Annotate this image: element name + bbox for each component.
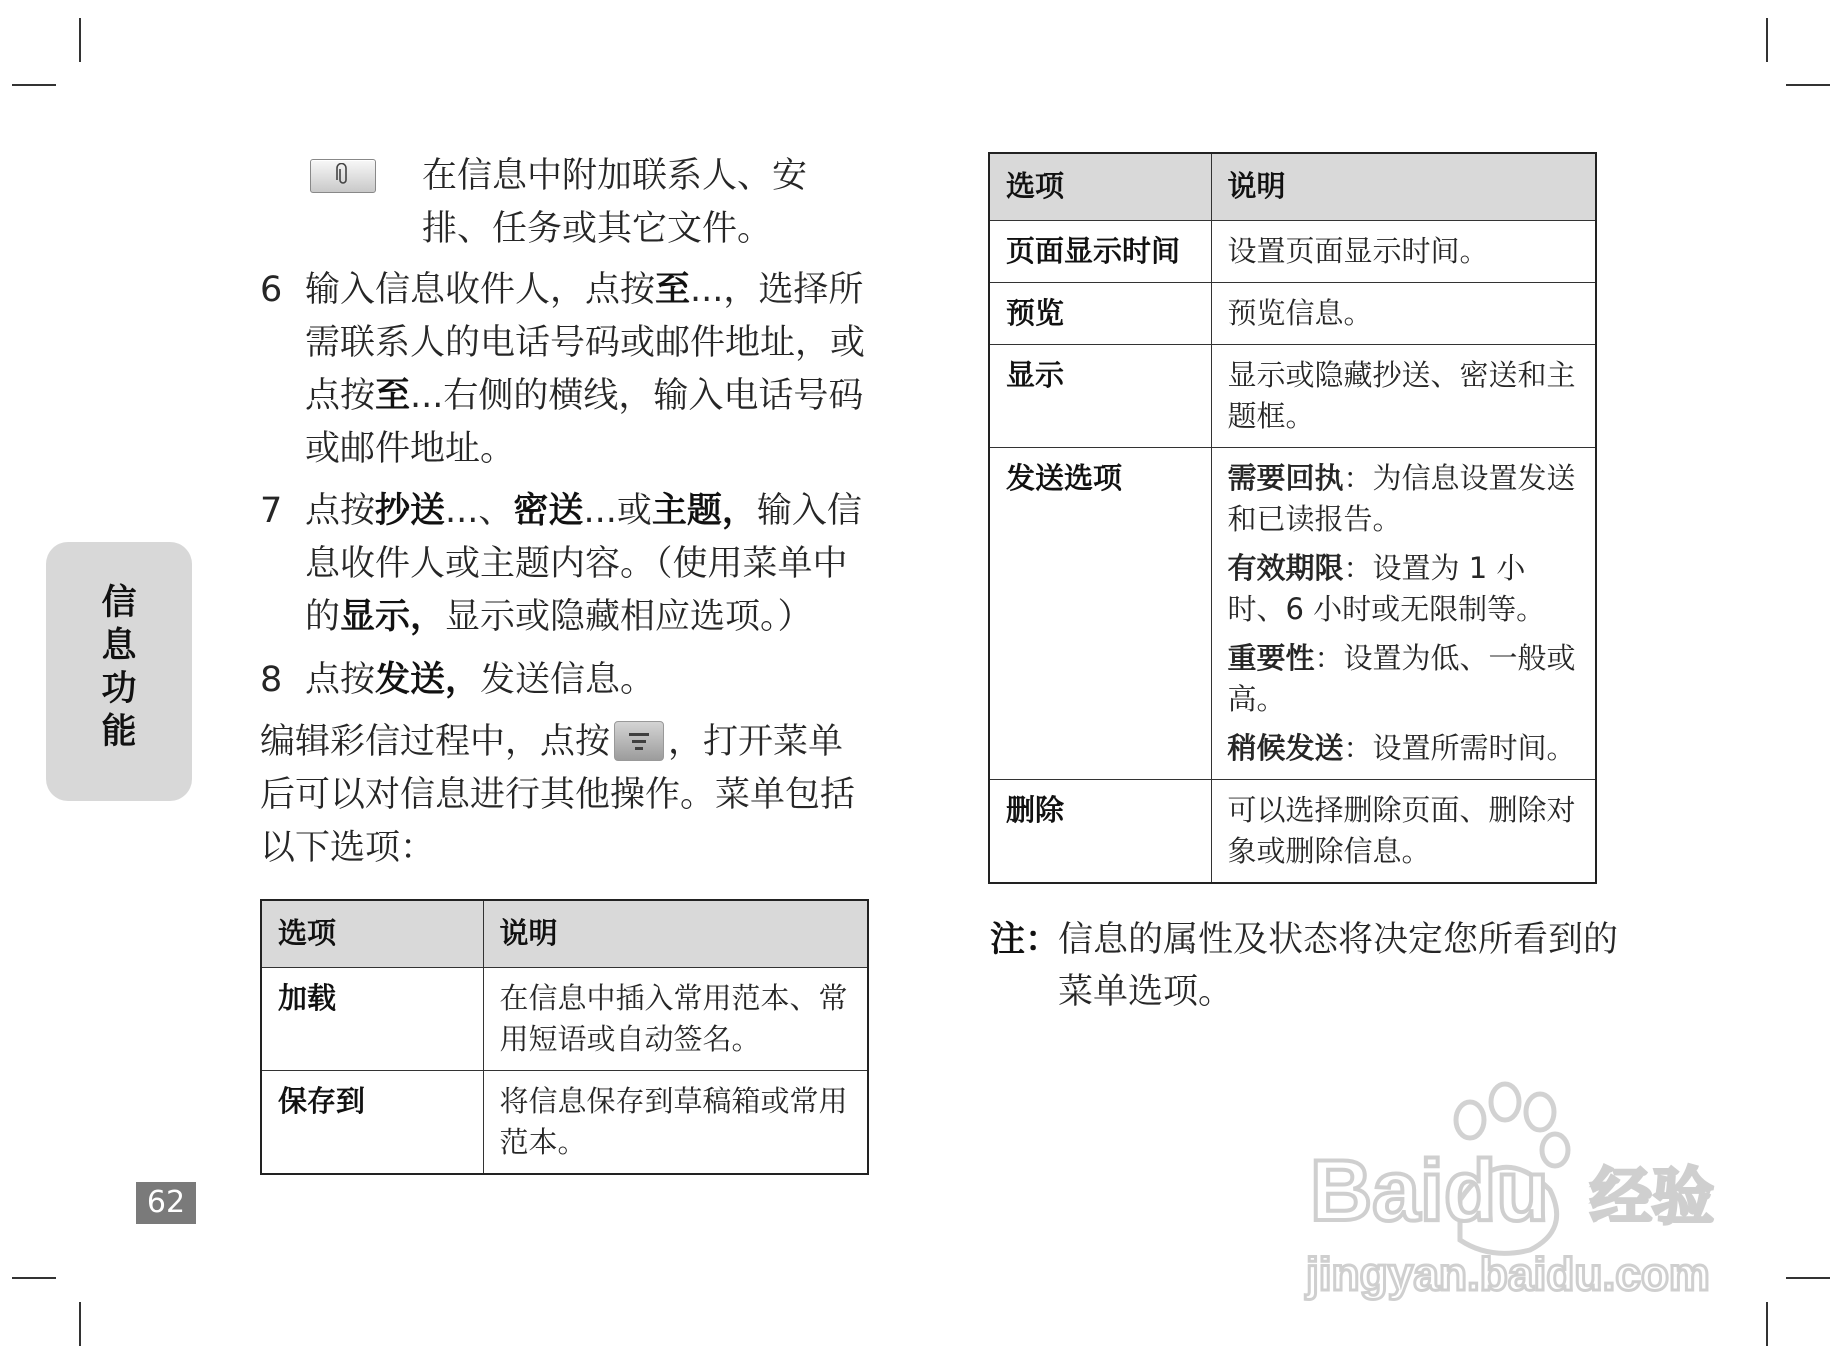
step-text xyxy=(305,264,865,476)
description-text: 可以选择删除页面、删除对象或删除信息。 xyxy=(1227,793,1576,868)
step-text-run: 点按 xyxy=(305,491,376,531)
step-text-run: 发送信息。 xyxy=(480,660,656,700)
crop-mark xyxy=(1786,84,1830,86)
description-text: 显示或隐藏抄送、密送和主题框。 xyxy=(1227,358,1576,433)
option-description xyxy=(483,968,868,1071)
table-header: 说明 xyxy=(483,900,868,968)
table-row xyxy=(989,780,1596,884)
attach-description: 在信息中附加联系人、安排、任务或其它文件。 xyxy=(422,156,808,249)
step-text-run: ...，选择所需联系人的电话号码或邮件地址，或点按 xyxy=(305,270,866,416)
table-row xyxy=(989,283,1596,345)
option-name: 发送选项 xyxy=(989,448,1211,780)
option-name: 删除 xyxy=(989,780,1211,884)
table-row xyxy=(989,221,1596,283)
step-text-run: 输入信息收件人，点按 xyxy=(305,270,656,310)
step-text-run: ...或 xyxy=(583,491,652,531)
baidu-jingyan-watermark xyxy=(1300,1080,1740,1310)
chapter-label-char: 功 xyxy=(101,669,137,709)
watermark-url: jingyan.baidu.com xyxy=(1306,1248,1710,1300)
paperclip-icon xyxy=(310,159,376,193)
chapter-label-char: 信 xyxy=(101,583,137,623)
menu-icon xyxy=(614,721,664,761)
note-text: 信息的属性及状态将决定您所看到的菜单选项。 xyxy=(1058,920,1619,1012)
description-text: ：设置所需时间。 xyxy=(1343,731,1576,765)
description-line xyxy=(1228,638,1580,720)
option-name: 加载 xyxy=(261,968,483,1071)
step-text-run: ...、 xyxy=(445,491,514,531)
option-description xyxy=(1211,283,1596,345)
step-text-run: ...右侧的横线，输入电话号码或邮件地址。 xyxy=(305,376,864,469)
crop-mark xyxy=(12,1277,56,1279)
step-text-run: 显示或隐藏相应选项。） xyxy=(445,597,813,637)
step-text-run: 点按 xyxy=(305,660,376,700)
chapter-label-char: 能 xyxy=(101,712,137,752)
chapter-label-char: 息 xyxy=(101,626,137,666)
bold-term: 稍候发送 xyxy=(1227,731,1344,765)
step-number: 7 xyxy=(260,491,283,531)
table-row xyxy=(261,1071,868,1175)
crop-mark xyxy=(1786,1277,1830,1279)
option-description xyxy=(1211,221,1596,283)
bold-term: 需要回执 xyxy=(1227,461,1344,495)
table-row xyxy=(261,968,868,1071)
description-line xyxy=(1228,355,1580,437)
bold-term: 重要性 xyxy=(1227,641,1315,675)
option-name: 预览 xyxy=(989,283,1211,345)
bold-term: 抄送 xyxy=(375,491,446,531)
step-text-run: 输入信息收件人或主题内容。（使用菜单中的 xyxy=(305,491,862,637)
option-name: 保存到 xyxy=(261,1071,483,1175)
table-row xyxy=(989,448,1596,780)
option-name: 页面显示时间 xyxy=(989,221,1211,283)
bold-term: 发送， xyxy=(375,660,481,700)
crop-mark xyxy=(1766,1302,1768,1346)
option-name: 显示 xyxy=(989,345,1211,448)
crop-mark xyxy=(12,84,56,86)
chapter-side-tab xyxy=(46,542,192,801)
step-text xyxy=(305,654,865,707)
note-label: 注： xyxy=(990,920,1061,960)
bold-term: 至 xyxy=(655,270,691,310)
chapter-label xyxy=(46,582,192,754)
description-line: 将信息保存到草稿箱或常用范本。 xyxy=(499,1084,848,1159)
step-number: 6 xyxy=(260,270,283,310)
description-line xyxy=(1228,293,1580,334)
bold-term: 密送 xyxy=(513,491,584,531)
crop-mark xyxy=(79,18,81,62)
description-line xyxy=(1228,231,1580,272)
option-description xyxy=(1211,345,1596,448)
step-text xyxy=(305,485,865,644)
bold-term: 至 xyxy=(375,376,411,416)
description-line xyxy=(1228,790,1580,872)
option-description xyxy=(1211,780,1596,884)
description-text: ：设置为 1 小时、6 小时或无限制等。 xyxy=(1227,551,1546,626)
bold-term: 主题， xyxy=(651,491,757,531)
description-line: 在信息中插入常用范本、常用短语或自动签名。 xyxy=(499,981,848,1056)
edit-text-before: 编辑彩信过程中，点按 xyxy=(260,722,611,762)
description-text: ：设置为低、一般或高。 xyxy=(1227,641,1576,716)
watermark-brand: Baidu xyxy=(1310,1143,1549,1239)
options-table-left xyxy=(260,899,869,1175)
edit-text-after: ，打开菜单后可以对信息进行其他操作。菜单包括以下选项： xyxy=(260,722,856,868)
page-number: 62 xyxy=(136,1182,196,1224)
table-row xyxy=(989,345,1596,448)
option-description xyxy=(1211,448,1596,780)
table-header: 选项 xyxy=(261,900,483,968)
options-table-right xyxy=(988,152,1597,884)
description-line xyxy=(1228,458,1580,540)
step-number: 8 xyxy=(260,660,283,700)
description-text: ：为信息设置发送和已读报告。 xyxy=(1227,461,1576,536)
bold-term: 显示， xyxy=(340,597,446,637)
description-text: 预览信息。 xyxy=(1227,296,1373,330)
watermark-cn: 经验 xyxy=(1590,1160,1715,1233)
option-description xyxy=(483,1071,868,1175)
crop-mark xyxy=(79,1302,81,1346)
table-header: 说明 xyxy=(1211,153,1596,221)
description-text: 设置页面显示时间。 xyxy=(1227,234,1489,268)
edit-paragraph xyxy=(260,716,870,875)
table-header: 选项 xyxy=(989,153,1211,221)
crop-mark xyxy=(1766,18,1768,62)
description-line xyxy=(1228,548,1580,630)
description-line xyxy=(1228,728,1580,769)
bold-term: 有效期限 xyxy=(1227,551,1344,585)
